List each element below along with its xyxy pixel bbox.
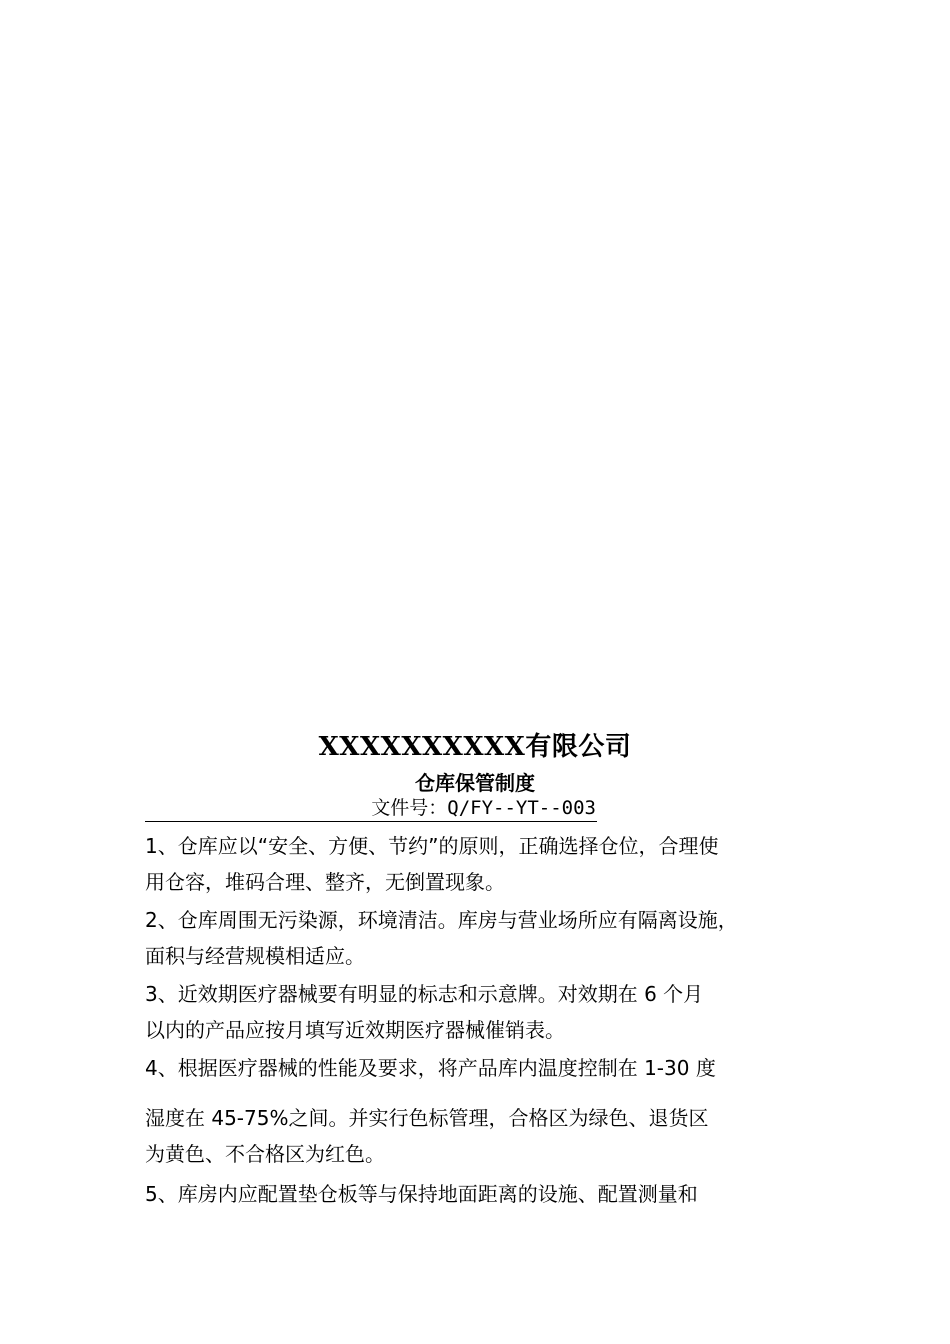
file-number-value: Q/FY--YT--003 bbox=[447, 797, 596, 819]
clause-4-line-3: 为黄色、不合格区为红色。 bbox=[145, 1142, 385, 1166]
clause-4-line-2: 湿度在 45-75%之间。并实行色标管理，合格区为绿色、退货区 bbox=[145, 1106, 709, 1130]
company-name: XXXXXXXXXX有限公司 bbox=[318, 732, 632, 762]
clause-3-line-1: 3、近效期医疗器械要有明显的标志和示意牌。对效期在 6 个月 bbox=[145, 982, 704, 1006]
file-number-label: 文件号： bbox=[371, 797, 448, 819]
clause-1-line-2: 用仓容，堆码合理、整齐，无倒置现象。 bbox=[145, 870, 505, 894]
clause-4 bbox=[145, 1050, 835, 1086]
clause-5-line-1: 5、库房内应配置垫仓板等与保持地面距离的设施、配置测量和 bbox=[145, 1182, 698, 1206]
clause-2-line-1: 2、仓库周围无污染源，环境清洁。库房与营业场所应有隔离设施， bbox=[145, 908, 738, 932]
clause-3 bbox=[145, 976, 835, 1048]
clause-4-continued bbox=[145, 1100, 835, 1172]
clause-1 bbox=[145, 828, 835, 900]
clause-5 bbox=[145, 1176, 835, 1212]
clause-3-line-2: 以内的产品应按月填写近效期医疗器械催销表。 bbox=[145, 1018, 565, 1042]
clause-1-line-1: 1、仓库应以“安全、方便、节约”的原则，正确选择仓位，合理使 bbox=[145, 834, 719, 858]
clause-2 bbox=[145, 902, 835, 974]
document-title: 仓库保管制度 bbox=[415, 771, 535, 795]
clause-4-line-1: 4、根据医疗器械的性能及要求，将产品库内温度控制在 1-30 度 bbox=[145, 1056, 716, 1080]
file-number bbox=[145, 796, 597, 822]
clause-2-line-2: 面积与经营规模相适应。 bbox=[145, 944, 365, 968]
